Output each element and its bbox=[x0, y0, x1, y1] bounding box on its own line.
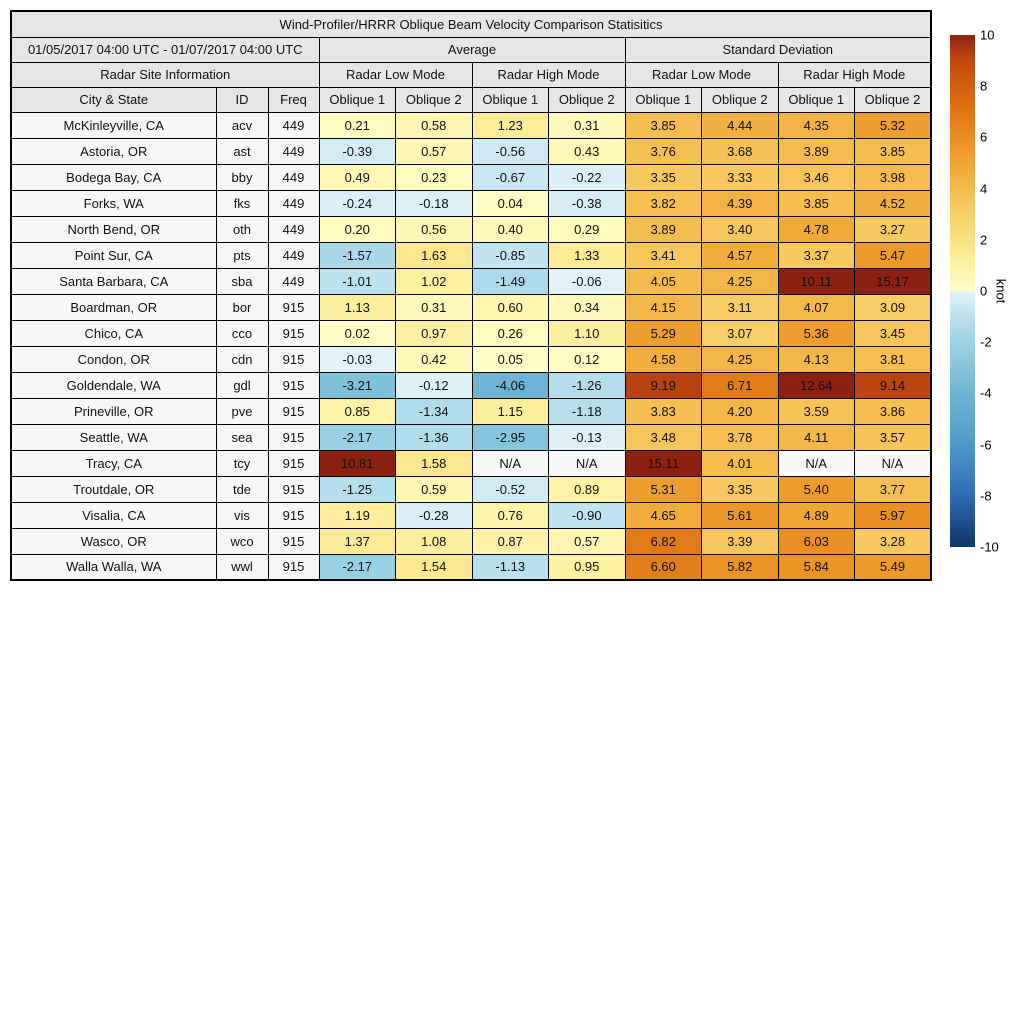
value-cell: 3.85 bbox=[855, 138, 932, 164]
value-cell: N/A bbox=[855, 450, 932, 476]
date-range: 01/05/2017 04:00 UTC - 01/07/2017 04:00 UTC bbox=[11, 37, 319, 62]
freq-cell: 915 bbox=[268, 528, 319, 554]
value-cell: 5.61 bbox=[702, 502, 779, 528]
freq-cell: 915 bbox=[268, 346, 319, 372]
value-cell: -0.03 bbox=[319, 346, 396, 372]
oblique1-col-header: Oblique 1 bbox=[625, 87, 702, 112]
freq-cell: 915 bbox=[268, 450, 319, 476]
table-row bbox=[11, 528, 931, 554]
table-row bbox=[11, 398, 931, 424]
value-cell: 5.31 bbox=[625, 476, 702, 502]
avg-low-mode-header: Radar Low Mode bbox=[319, 62, 472, 87]
value-cell: 4.57 bbox=[702, 242, 779, 268]
value-cell: 5.32 bbox=[855, 112, 932, 138]
mode-header-row bbox=[11, 62, 931, 87]
value-cell: 0.26 bbox=[472, 320, 549, 346]
value-cell: 0.60 bbox=[472, 294, 549, 320]
value-cell: -1.26 bbox=[549, 372, 626, 398]
value-cell: 0.76 bbox=[472, 502, 549, 528]
value-cell: 4.39 bbox=[702, 190, 779, 216]
value-cell: 4.13 bbox=[778, 346, 855, 372]
city-cell: Prineville, OR bbox=[11, 398, 216, 424]
value-cell: 4.20 bbox=[702, 398, 779, 424]
id-cell: bor bbox=[216, 294, 268, 320]
avg-high-mode-header: Radar High Mode bbox=[472, 62, 625, 87]
value-cell: 0.56 bbox=[396, 216, 473, 242]
freq-cell: 449 bbox=[268, 268, 319, 294]
value-cell: 4.89 bbox=[778, 502, 855, 528]
value-cell: 1.23 bbox=[472, 112, 549, 138]
value-cell: -0.52 bbox=[472, 476, 549, 502]
city-cell: Chico, CA bbox=[11, 320, 216, 346]
id-cell: wco bbox=[216, 528, 268, 554]
table-row bbox=[11, 190, 931, 216]
value-cell: 3.28 bbox=[855, 528, 932, 554]
value-cell: 0.12 bbox=[549, 346, 626, 372]
value-cell: -1.34 bbox=[396, 398, 473, 424]
id-cell: gdl bbox=[216, 372, 268, 398]
value-cell: -0.67 bbox=[472, 164, 549, 190]
value-cell: 15.17 bbox=[855, 268, 932, 294]
colorbar-tick-label: 0 bbox=[980, 283, 988, 299]
value-cell: 9.19 bbox=[625, 372, 702, 398]
city-cell: Santa Barbara, CA bbox=[11, 268, 216, 294]
value-cell: -0.85 bbox=[472, 242, 549, 268]
table-row bbox=[11, 476, 931, 502]
value-cell: 5.49 bbox=[855, 554, 932, 580]
colorbar-tick-label: 8 bbox=[980, 78, 988, 94]
oblique2-col-header: Oblique 2 bbox=[549, 87, 626, 112]
value-cell: 3.57 bbox=[855, 424, 932, 450]
id-cell: tde bbox=[216, 476, 268, 502]
freq-cell: 449 bbox=[268, 112, 319, 138]
value-cell: 4.11 bbox=[778, 424, 855, 450]
statistics-table bbox=[10, 10, 932, 581]
city-cell: Wasco, OR bbox=[11, 528, 216, 554]
value-cell: 3.35 bbox=[702, 476, 779, 502]
value-cell: -1.49 bbox=[472, 268, 549, 294]
value-cell: 10.11 bbox=[778, 268, 855, 294]
colorbar-unit-label: knot bbox=[993, 278, 1009, 304]
table-row bbox=[11, 164, 931, 190]
value-cell: 0.85 bbox=[319, 398, 396, 424]
id-cell: sea bbox=[216, 424, 268, 450]
group-stddev-header: Standard Deviation bbox=[625, 37, 931, 62]
value-cell: 1.33 bbox=[549, 242, 626, 268]
value-cell: 6.71 bbox=[702, 372, 779, 398]
value-cell: -0.39 bbox=[319, 138, 396, 164]
table-row bbox=[11, 346, 931, 372]
id-cell: pve bbox=[216, 398, 268, 424]
value-cell: 5.82 bbox=[702, 554, 779, 580]
std-high-mode-header: Radar High Mode bbox=[778, 62, 931, 87]
freq-cell: 915 bbox=[268, 424, 319, 450]
value-cell: 4.44 bbox=[702, 112, 779, 138]
value-cell: 15.11 bbox=[625, 450, 702, 476]
value-cell: -1.25 bbox=[319, 476, 396, 502]
value-cell: -1.57 bbox=[319, 242, 396, 268]
table-row bbox=[11, 320, 931, 346]
city-cell: Walla Walla, WA bbox=[11, 554, 216, 580]
colorbar-tick-label: 10 bbox=[980, 27, 995, 43]
table-row bbox=[11, 502, 931, 528]
value-cell: -0.38 bbox=[549, 190, 626, 216]
value-cell: 0.89 bbox=[549, 476, 626, 502]
value-cell: 4.65 bbox=[625, 502, 702, 528]
city-cell: Boardman, OR bbox=[11, 294, 216, 320]
value-cell: 0.04 bbox=[472, 190, 549, 216]
value-cell: 0.21 bbox=[319, 112, 396, 138]
value-cell: 3.78 bbox=[702, 424, 779, 450]
table-row bbox=[11, 294, 931, 320]
value-cell: 4.05 bbox=[625, 268, 702, 294]
value-cell: -3.21 bbox=[319, 372, 396, 398]
value-cell: 0.87 bbox=[472, 528, 549, 554]
value-cell: 10.81 bbox=[319, 450, 396, 476]
value-cell: 3.07 bbox=[702, 320, 779, 346]
value-cell: 4.15 bbox=[625, 294, 702, 320]
value-cell: -1.13 bbox=[472, 554, 549, 580]
value-cell: 5.36 bbox=[778, 320, 855, 346]
value-cell: 3.33 bbox=[702, 164, 779, 190]
value-cell: 3.81 bbox=[855, 346, 932, 372]
value-cell: 3.77 bbox=[855, 476, 932, 502]
value-cell: 4.25 bbox=[702, 268, 779, 294]
city-cell: McKinleyville, CA bbox=[11, 112, 216, 138]
value-cell: 1.58 bbox=[396, 450, 473, 476]
value-cell: 3.09 bbox=[855, 294, 932, 320]
value-cell: 3.85 bbox=[778, 190, 855, 216]
value-cell: -1.18 bbox=[549, 398, 626, 424]
value-cell: -0.28 bbox=[396, 502, 473, 528]
id-cell: sba bbox=[216, 268, 268, 294]
value-cell: 0.31 bbox=[396, 294, 473, 320]
table-row bbox=[11, 424, 931, 450]
value-cell: N/A bbox=[778, 450, 855, 476]
value-cell: 1.54 bbox=[396, 554, 473, 580]
value-cell: 1.02 bbox=[396, 268, 473, 294]
value-cell: 3.89 bbox=[625, 216, 702, 242]
value-cell: 3.85 bbox=[625, 112, 702, 138]
freq-cell: 915 bbox=[268, 372, 319, 398]
value-cell: -1.36 bbox=[396, 424, 473, 450]
value-cell: 0.02 bbox=[319, 320, 396, 346]
value-cell: 3.11 bbox=[702, 294, 779, 320]
std-low-mode-header: Radar Low Mode bbox=[625, 62, 778, 87]
value-cell: -0.90 bbox=[549, 502, 626, 528]
value-cell: 0.34 bbox=[549, 294, 626, 320]
value-cell: 1.08 bbox=[396, 528, 473, 554]
value-cell: -4.06 bbox=[472, 372, 549, 398]
value-cell: 0.57 bbox=[549, 528, 626, 554]
city-col-header: City & State bbox=[11, 87, 216, 112]
value-cell: 5.40 bbox=[778, 476, 855, 502]
value-cell: 3.27 bbox=[855, 216, 932, 242]
value-cell: 3.45 bbox=[855, 320, 932, 346]
value-cell: 0.20 bbox=[319, 216, 396, 242]
table-row bbox=[11, 216, 931, 242]
value-cell: 3.37 bbox=[778, 242, 855, 268]
value-cell: 3.82 bbox=[625, 190, 702, 216]
value-cell: 0.95 bbox=[549, 554, 626, 580]
city-cell: Troutdale, OR bbox=[11, 476, 216, 502]
value-cell: N/A bbox=[472, 450, 549, 476]
freq-cell: 915 bbox=[268, 320, 319, 346]
id-cell: oth bbox=[216, 216, 268, 242]
table-row bbox=[11, 138, 931, 164]
colorbar-tick-label: -4 bbox=[980, 385, 992, 401]
table-row bbox=[11, 554, 931, 580]
id-cell: tcy bbox=[216, 450, 268, 476]
value-cell: 4.25 bbox=[702, 346, 779, 372]
value-cell: 1.19 bbox=[319, 502, 396, 528]
value-cell: 3.35 bbox=[625, 164, 702, 190]
id-cell: vis bbox=[216, 502, 268, 528]
value-cell: 3.40 bbox=[702, 216, 779, 242]
freq-cell: 915 bbox=[268, 554, 319, 580]
value-cell: 4.52 bbox=[855, 190, 932, 216]
oblique2-col-header: Oblique 2 bbox=[702, 87, 779, 112]
colorbar-gradient bbox=[950, 35, 975, 547]
value-cell: 0.58 bbox=[396, 112, 473, 138]
freq-cell: 449 bbox=[268, 164, 319, 190]
value-cell: 4.07 bbox=[778, 294, 855, 320]
freq-cell: 915 bbox=[268, 398, 319, 424]
id-cell: pts bbox=[216, 242, 268, 268]
value-cell: 0.40 bbox=[472, 216, 549, 242]
value-cell: 3.86 bbox=[855, 398, 932, 424]
id-cell: ast bbox=[216, 138, 268, 164]
oblique2-col-header: Oblique 2 bbox=[855, 87, 932, 112]
value-cell: -1.01 bbox=[319, 268, 396, 294]
city-cell: Visalia, CA bbox=[11, 502, 216, 528]
value-cell: N/A bbox=[549, 450, 626, 476]
oblique1-col-header: Oblique 1 bbox=[319, 87, 396, 112]
value-cell: 0.43 bbox=[549, 138, 626, 164]
oblique1-col-header: Oblique 1 bbox=[778, 87, 855, 112]
value-cell: 0.42 bbox=[396, 346, 473, 372]
freq-cell: 449 bbox=[268, 242, 319, 268]
id-cell: cco bbox=[216, 320, 268, 346]
value-cell: 3.89 bbox=[778, 138, 855, 164]
value-cell: 1.37 bbox=[319, 528, 396, 554]
value-cell: 0.59 bbox=[396, 476, 473, 502]
value-cell: 0.57 bbox=[396, 138, 473, 164]
value-cell: 3.46 bbox=[778, 164, 855, 190]
column-header-row bbox=[11, 87, 931, 112]
value-cell: 3.68 bbox=[702, 138, 779, 164]
value-cell: -0.24 bbox=[319, 190, 396, 216]
city-cell: Condon, OR bbox=[11, 346, 216, 372]
freq-cell: 449 bbox=[268, 190, 319, 216]
city-cell: Forks, WA bbox=[11, 190, 216, 216]
value-cell: -0.13 bbox=[549, 424, 626, 450]
value-cell: 3.39 bbox=[702, 528, 779, 554]
figure-title: Wind-Profiler/HRRR Oblique Beam Velocity Comparison Statisitics bbox=[11, 11, 931, 37]
city-cell: Tracy, CA bbox=[11, 450, 216, 476]
freq-col-header: Freq bbox=[268, 87, 319, 112]
value-cell: 4.58 bbox=[625, 346, 702, 372]
group-header-row bbox=[11, 37, 931, 62]
table-body bbox=[11, 112, 931, 580]
table-row bbox=[11, 268, 931, 294]
value-cell: -0.18 bbox=[396, 190, 473, 216]
value-cell: -0.56 bbox=[472, 138, 549, 164]
table-row bbox=[11, 372, 931, 398]
freq-cell: 449 bbox=[268, 216, 319, 242]
value-cell: 4.35 bbox=[778, 112, 855, 138]
value-cell: 9.14 bbox=[855, 372, 932, 398]
value-cell: 3.59 bbox=[778, 398, 855, 424]
value-cell: -2.17 bbox=[319, 554, 396, 580]
city-cell: Astoria, OR bbox=[11, 138, 216, 164]
value-cell: 5.29 bbox=[625, 320, 702, 346]
id-cell: cdn bbox=[216, 346, 268, 372]
freq-cell: 915 bbox=[268, 476, 319, 502]
value-cell: 0.23 bbox=[396, 164, 473, 190]
table-row bbox=[11, 242, 931, 268]
oblique1-col-header: Oblique 1 bbox=[472, 87, 549, 112]
site-info-header: Radar Site Information bbox=[11, 62, 319, 87]
colorbar-tick-label: 2 bbox=[980, 232, 988, 248]
value-cell: 3.48 bbox=[625, 424, 702, 450]
value-cell: 5.84 bbox=[778, 554, 855, 580]
value-cell: 6.60 bbox=[625, 554, 702, 580]
colorbar-tick-label: -6 bbox=[980, 437, 992, 453]
value-cell: 1.13 bbox=[319, 294, 396, 320]
value-cell: 0.97 bbox=[396, 320, 473, 346]
colorbar-tick-label: -8 bbox=[980, 488, 992, 504]
oblique2-col-header: Oblique 2 bbox=[396, 87, 473, 112]
value-cell: 1.10 bbox=[549, 320, 626, 346]
value-cell: 0.31 bbox=[549, 112, 626, 138]
freq-cell: 449 bbox=[268, 138, 319, 164]
city-cell: Bodega Bay, CA bbox=[11, 164, 216, 190]
value-cell: 4.78 bbox=[778, 216, 855, 242]
id-col-header: ID bbox=[216, 87, 268, 112]
table-row bbox=[11, 112, 931, 138]
id-cell: acv bbox=[216, 112, 268, 138]
city-cell: Point Sur, CA bbox=[11, 242, 216, 268]
value-cell: 4.01 bbox=[702, 450, 779, 476]
value-cell: -0.12 bbox=[396, 372, 473, 398]
colorbar-tick-label: 4 bbox=[980, 181, 988, 197]
value-cell: 0.29 bbox=[549, 216, 626, 242]
title-row bbox=[11, 11, 931, 37]
value-cell: 12.64 bbox=[778, 372, 855, 398]
value-cell: -2.17 bbox=[319, 424, 396, 450]
table-row bbox=[11, 450, 931, 476]
value-cell: 6.03 bbox=[778, 528, 855, 554]
value-cell: 1.63 bbox=[396, 242, 473, 268]
colorbar-tick-label: 6 bbox=[980, 129, 988, 145]
id-cell: bby bbox=[216, 164, 268, 190]
value-cell: -2.95 bbox=[472, 424, 549, 450]
id-cell: wwl bbox=[216, 554, 268, 580]
value-cell: 3.83 bbox=[625, 398, 702, 424]
value-cell: 3.41 bbox=[625, 242, 702, 268]
value-cell: 5.47 bbox=[855, 242, 932, 268]
colorbar-tick-label: -2 bbox=[980, 334, 992, 350]
value-cell: -0.06 bbox=[549, 268, 626, 294]
group-average-header: Average bbox=[319, 37, 625, 62]
freq-cell: 915 bbox=[268, 294, 319, 320]
city-cell: Seattle, WA bbox=[11, 424, 216, 450]
city-cell: North Bend, OR bbox=[11, 216, 216, 242]
value-cell: 0.05 bbox=[472, 346, 549, 372]
value-cell: -0.22 bbox=[549, 164, 626, 190]
value-cell: 0.49 bbox=[319, 164, 396, 190]
value-cell: 3.76 bbox=[625, 138, 702, 164]
value-cell: 3.98 bbox=[855, 164, 932, 190]
id-cell: fks bbox=[216, 190, 268, 216]
freq-cell: 915 bbox=[268, 502, 319, 528]
city-cell: Goldendale, WA bbox=[11, 372, 216, 398]
value-cell: 1.15 bbox=[472, 398, 549, 424]
value-cell: 5.97 bbox=[855, 502, 932, 528]
colorbar-tick-label: -10 bbox=[980, 539, 999, 555]
value-cell: 6.82 bbox=[625, 528, 702, 554]
